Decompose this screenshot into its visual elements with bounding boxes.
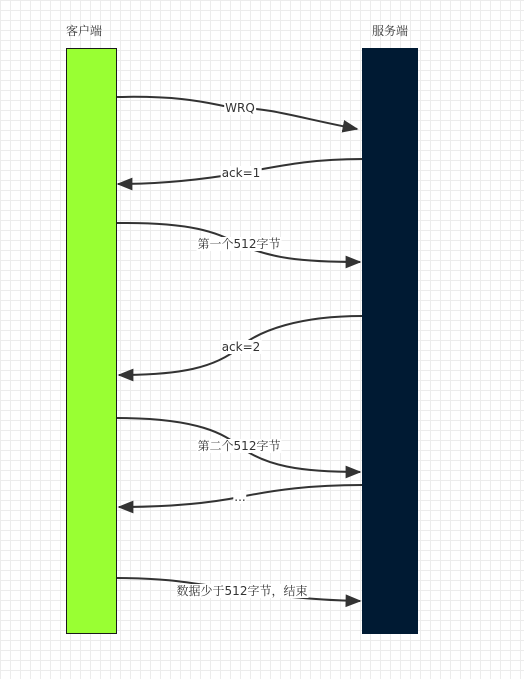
message-label-final: 数据少于512字节，结束	[176, 584, 308, 598]
client-label: 客户端	[66, 24, 103, 38]
message-label-ellipsis: ...	[234, 490, 246, 504]
server-label: 服务端	[372, 24, 409, 38]
message-label-block-2: 第二个512字节	[197, 439, 281, 453]
message-label-wrq: WRQ	[225, 101, 255, 115]
message-label-ack-1: ack=1	[221, 166, 261, 180]
message-label-ack-2: ack=2	[221, 340, 261, 354]
message-label-block-1: 第一个512字节	[197, 237, 281, 251]
